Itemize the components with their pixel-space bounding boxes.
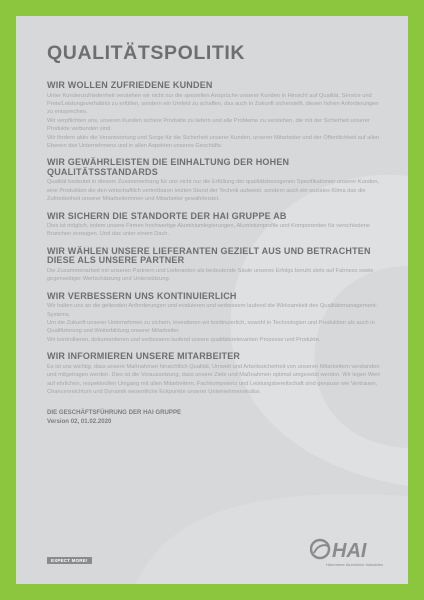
policy-section xyxy=(47,81,385,150)
section-paragraph: Qualität bedeutet in diesem Zusammenhang für uns nicht nur die Erfüllung der qualitätsbezogenen Spezifikationen unserer Kunden, eine Produktion die den wirtschaftlich vertretbaren letzten Stand der Technik aufweist, sondern auch ein soziales Klima das die Zufriedenheit unserer Mitarbeiterinnen und Mitarbeiter gewährleistet. xyxy=(47,179,379,203)
section-paragraph: Dies ist möglich, indem unsere Firmen hochwertige Aluminiumlegierungen, Aluminiumprofile und Komponenten für verschiedene Branchen erzeugen. Und das unter einem Dach. xyxy=(47,223,371,238)
policy-sections xyxy=(47,81,385,396)
hai-logo-mark xyxy=(310,538,382,560)
policy-section xyxy=(47,212,385,239)
section-heading: WIR WOLLEN ZUFRIEDENE KUNDEN xyxy=(47,80,213,90)
section-paragraph: Wir kontrollieren, dokumentieren und verbessern laufend unsere qualitätsrelevanten Prozesse und Produkte. xyxy=(47,336,321,343)
section-heading: WIR SICHERN DIE STANDORTE DER HAI GRUPPE AB xyxy=(47,210,287,221)
hai-logo xyxy=(310,538,382,572)
section-heading: WIR GEWÄHRLEISTEN DIE EINHALTUNG DER HOHEN QUALITÄTSSTANDARDS xyxy=(47,157,290,177)
section-paragraph: Unter Kundenzufriedenheit verstehen wir nicht nur die speziellen Ansprüche unserer Kunden in Hinsicht auf Qualität, Service und Preis/Leistungsverhältnis zu erfüllen, sondern ein Umfeld zu schaffen, das auch in Zukunft sicherstellt, diesen hohen Anforderungen zu entsprechen. xyxy=(47,92,379,116)
signature-block xyxy=(47,408,385,426)
logo-tagline: Hammerer Aluminium Industries xyxy=(326,562,383,567)
version-line: Version 02, 01.02.2020 xyxy=(47,418,112,426)
section-heading: WIR INFORMIEREN UNSERE MITARBEITER xyxy=(47,351,241,362)
section-paragraph: Die Zusammenarbeit mit unseren Partnern und Lieferanten als bedeutende Säule unseres Erfolgs beruht stets auf Fairness sowie gegenseitiger Wertschätzung und Unterstützung. xyxy=(47,267,374,283)
section-paragraph: Wir fördern aktiv die Verantwortung und Sorge für die Sicherheit unserer Kunden, unserer Mitarbeiter und der Öffentlichkeit auf allen Ebenen des Unternehmens und in allen Aspekten unseres Geschäfts. xyxy=(47,134,380,149)
section-paragraph: Wir verpflichten uns, unseren Kunden sichere Produkte zu liefern und alle Probleme zu verstehen, die mit der Sicherheit unserer Produkte verbunden sind. xyxy=(47,117,370,133)
section-paragraph: Um die Zukunft unserer Unternehmen zu sichern, investieren wir kontinuierlich, sowohl in Technologien und Produktion als auch in Qualifizierung und Weiterbildung unserer Mitarbeiter. xyxy=(47,320,375,335)
policy-section xyxy=(47,292,385,345)
policy-content xyxy=(47,42,385,426)
page-title: QUALITÄTSPOLITIK xyxy=(47,42,246,64)
policy-section xyxy=(47,158,385,203)
section-heading: WIR WÄHLEN UNSERE LIEFERANTEN GEZIELT AUS UND BETRACHTEN DIESE ALS UNSERE PARTNER xyxy=(47,245,371,266)
policy-section xyxy=(47,352,385,396)
logo-wordmark: HAI xyxy=(332,540,367,560)
section-paragraph: Es ist uns wichtig, dass unsere Maßnahmen hinsichtlich Qualität, Umwelt und Arbeitssicherheit von unseren Mitarbeitern verstanden und mitgetragen werden. Dies ist die Voraussetzung, dass unsere Ziele und Maßnahmen optimal umgesetzt werden. Wir legen Wert auf ehrlichen, respektvollen Umgang mit allen Mitarbeitern, Fachkompetenz und Leistungsbereitschaft sind genauso wie Vertrauen, Chancenreichtum und Dynamik wesentliche Eckpunkte unserer Unternehmenskultur. xyxy=(47,363,380,395)
section-heading: WIR VERBESSERN UNS KONTINUIERLICH xyxy=(47,290,237,301)
signature-line: DIE GESCHÄFTSFÜHRUNG DER HAI GRUPPE xyxy=(47,409,182,417)
policy-section xyxy=(47,247,385,284)
section-paragraph: Wir halten uns an die geltenden Anforderungen und evaluieren und verbessern laufend die Wirksamkeit des Qualitätsmanagement-Systems. xyxy=(47,303,378,318)
slogan-badge: EXPECT MORE! xyxy=(47,557,92,564)
document-sheet xyxy=(16,16,408,584)
